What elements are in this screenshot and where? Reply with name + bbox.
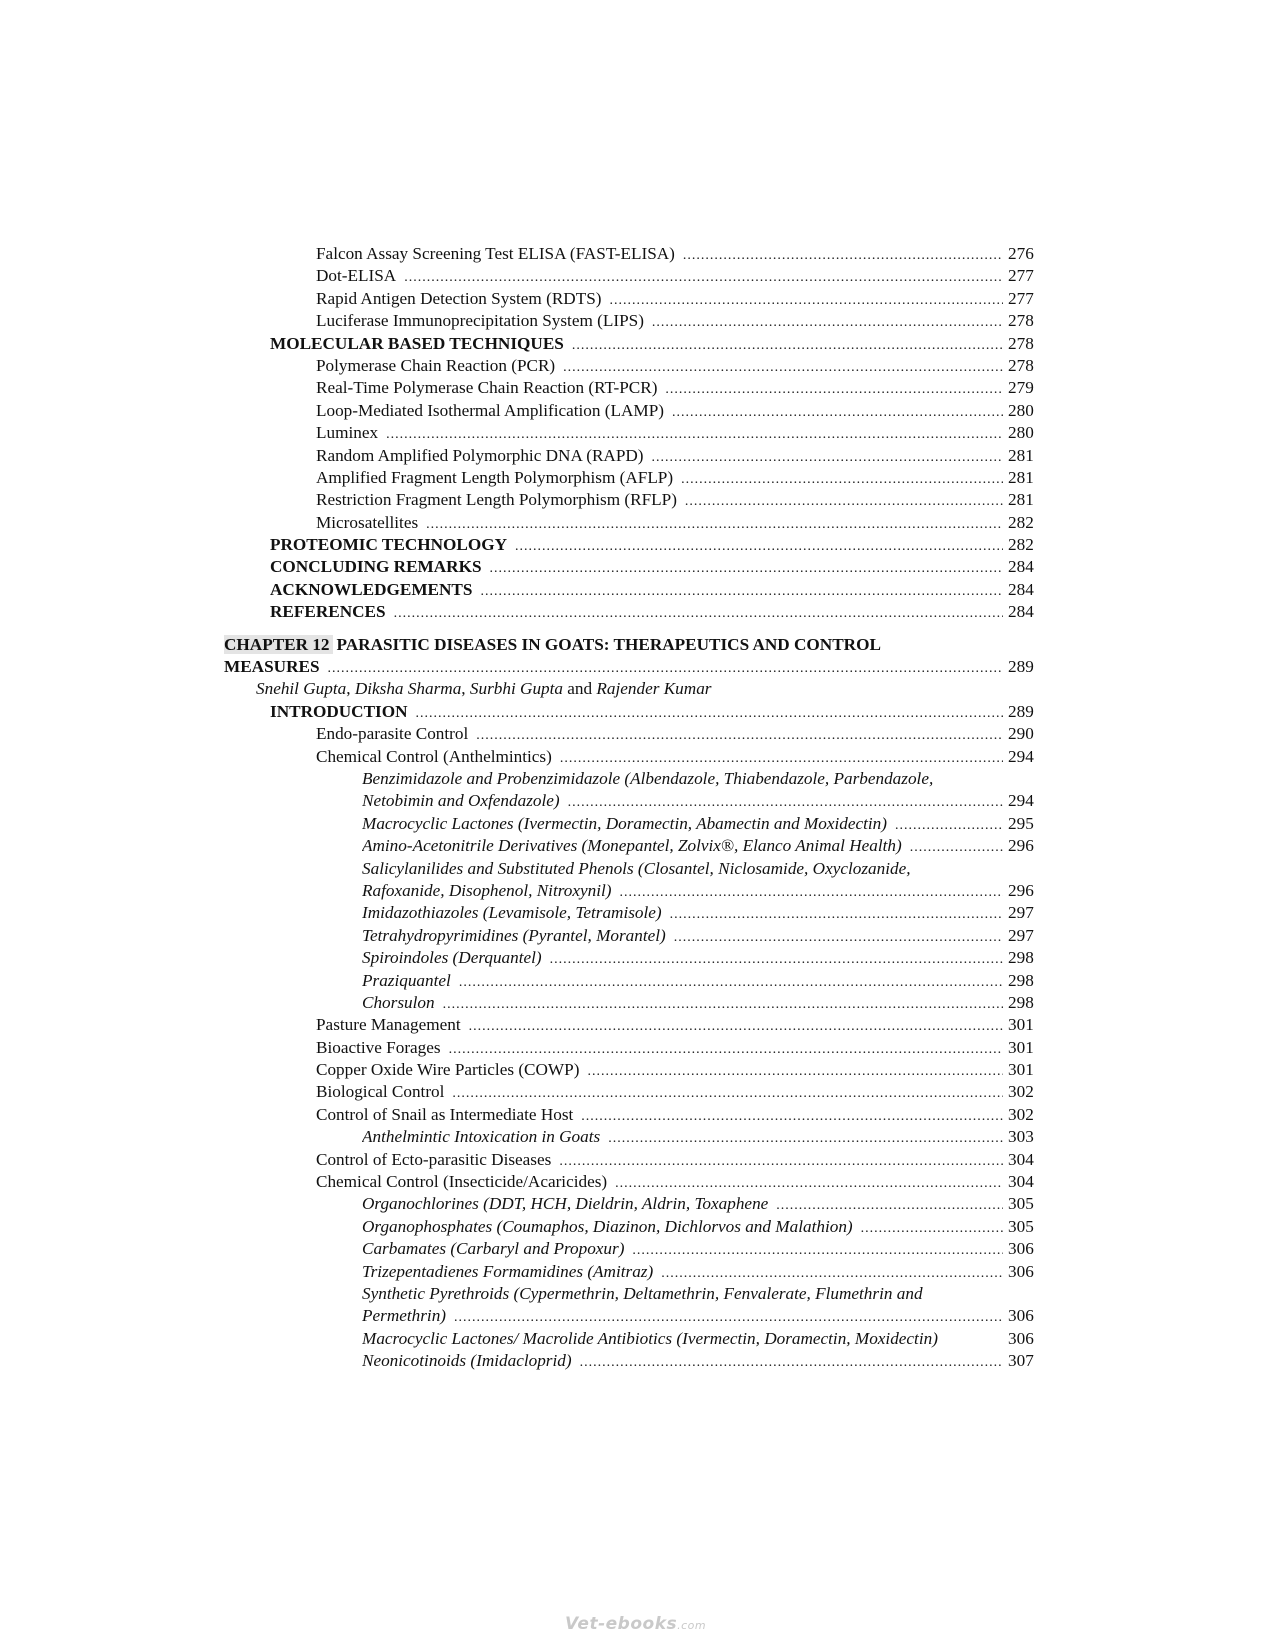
chapter-heading-title: [224, 634, 889, 656]
toc-entry-text: Rafoxanide, Disophenol, Nitroxynil): [362, 880, 612, 900]
toc-entry[interactable]: [0, 746, 1275, 768]
toc-entry-title: [316, 746, 1003, 770]
toc-entry-title: [362, 790, 1003, 814]
toc-entry-title: [362, 1193, 1003, 1217]
dot-leader: [620, 882, 1004, 904]
toc-entry-title: [316, 355, 1003, 379]
toc-entry-text: Tetrahydropyrimidines (Pyrantel, Morantel): [362, 925, 666, 945]
toc-entry-text: Macrocyclic Lactones/ Macrolide Antibiotics (Ivermectin, Doramectin, Moxidectin): [362, 1328, 938, 1348]
dot-leader: [608, 1128, 1003, 1150]
toc-entry-text: Permethrin): [362, 1306, 447, 1326]
toc-entry-title: [316, 445, 1003, 469]
toc-entry-page-number: 281: [1008, 445, 1034, 465]
toc-entry-title: [362, 858, 919, 880]
toc-entry-title: [316, 1037, 1003, 1061]
watermark-text: Vet-ebooks: [565, 1614, 678, 1634]
toc-entry[interactable]: [0, 1059, 1275, 1081]
toc-entry[interactable]: [0, 579, 1275, 601]
toc-entry-text: Chorsulon: [362, 992, 435, 1012]
author-name: Rajender Kumar: [596, 679, 712, 699]
dot-leader: [674, 927, 1003, 949]
dot-leader: [560, 748, 1003, 770]
toc-entry[interactable]: [0, 1126, 1275, 1148]
toc-entry-text: Pasture Management: [316, 1015, 461, 1035]
toc-entry-title: [362, 880, 1003, 904]
dot-leader: [416, 703, 1003, 725]
toc-entry-page-number: 277: [1008, 266, 1034, 286]
toc-entry-page-number: 302: [1008, 1082, 1034, 1102]
toc-entry-title: [316, 310, 1003, 334]
toc-entry[interactable]: [0, 445, 1275, 467]
toc-entry-page-number: 281: [1008, 490, 1034, 510]
toc-entry-text: Organophosphates (Coumaphos, Diazinon, Dichlorvos and Malathion): [362, 1216, 853, 1236]
toc-entry[interactable]: [0, 355, 1275, 377]
toc-entry-page-number: 307: [1008, 1351, 1034, 1371]
toc-entry-page-number: 306: [1008, 1306, 1034, 1326]
toc-entry-text: Endo-parasite Control: [316, 724, 469, 744]
dot-leader: [449, 1039, 1003, 1061]
author-name: Snehil Gupta: [256, 679, 347, 699]
toc-entry-text: Amplified Fragment Length Polymorphism (AFLP): [316, 467, 674, 487]
toc-entry-text: Falcon Assay Screening Test ELISA (FAST-ELISA): [316, 244, 675, 263]
toc-entry-title: [316, 1081, 1003, 1105]
toc-entry-title: [270, 534, 1003, 558]
author-separator: ,: [461, 679, 470, 699]
toc-entry-text: CONCLUDING REMARKS: [270, 557, 482, 577]
toc-entry-page-number: 301: [1008, 1015, 1034, 1035]
toc-entry[interactable]: [0, 265, 1275, 287]
toc-entry[interactable]: [0, 288, 1275, 310]
toc-entry[interactable]: [0, 701, 1275, 723]
chapter-page-number: 289: [1008, 657, 1034, 677]
toc-entry[interactable]: [0, 947, 1275, 969]
toc-entry[interactable]: [0, 243, 1275, 265]
dot-leader: [469, 1016, 1003, 1038]
chapter-heading[interactable]: [0, 634, 1275, 656]
dot-leader: [515, 536, 1003, 558]
toc-entry-text: Chemical Control (Anthelmintics): [316, 746, 552, 766]
toc-entry-text: Benzimidazole and Probenzimidazole (Albendazole, Thiabendazole, Parbendazole,: [362, 768, 934, 788]
toc-entry-text: Microsatellites: [316, 512, 419, 532]
toc-entry-page-number: 279: [1008, 378, 1034, 398]
toc-entry-page-number: 298: [1008, 948, 1034, 968]
toc-entry[interactable]: [0, 970, 1275, 992]
toc-entry[interactable]: [0, 656, 1275, 678]
toc-entry[interactable]: [0, 902, 1275, 924]
toc-entry[interactable]: [0, 925, 1275, 947]
toc-entry-page-number: 282: [1008, 535, 1034, 555]
toc-entry-title: [316, 377, 1003, 401]
toc-entry-page-number: 306: [1008, 1239, 1034, 1259]
toc-entry-text: Salicylanilides and Substituted Phenols (Closantel, Niclosamide, Oxyclozanide,: [362, 858, 911, 878]
toc-entry-text: Polymerase Chain Reaction (PCR): [316, 355, 556, 375]
toc-entry-text: Bioactive Forages: [316, 1037, 441, 1057]
toc-entry-page-number: 296: [1008, 836, 1034, 856]
author-name: Surbhi Gupta: [469, 679, 563, 699]
toc-entry-text: Dot-ELISA: [316, 266, 397, 286]
toc-entry-title: [362, 1238, 1003, 1262]
dot-leader: [895, 815, 1003, 837]
toc-entry[interactable]: [0, 400, 1275, 422]
dot-leader: [652, 447, 1003, 469]
toc-entry[interactable]: [0, 1171, 1275, 1193]
toc-entry-text: Luminex: [316, 423, 379, 443]
toc-entry[interactable]: [0, 880, 1275, 902]
toc-entry-page-number: 277: [1008, 288, 1034, 308]
toc-entry-title: [224, 656, 1003, 680]
toc-entry-text: ACKNOWLEDGEMENTS: [270, 579, 473, 599]
toc-entry-page-number: 280: [1008, 423, 1034, 443]
toc-entry-text: Anthelmintic Intoxication in Goats: [362, 1127, 601, 1147]
dot-leader: [328, 658, 1003, 680]
toc-entry[interactable]: [0, 377, 1275, 399]
toc-entry-title: [270, 601, 1003, 625]
toc-entry-page-number: 296: [1008, 880, 1034, 900]
toc-entry[interactable]: [0, 512, 1275, 534]
author-name: Diksha Sharma: [354, 679, 462, 699]
toc-entry-title: [362, 768, 941, 790]
dot-leader: [587, 1061, 1003, 1083]
toc-entry-page-number: 305: [1008, 1216, 1034, 1236]
toc-entry-text: Control of Ecto-parasitic Diseases: [316, 1149, 552, 1169]
dot-leader: [652, 312, 1003, 334]
toc-entry[interactable]: [0, 1350, 1275, 1372]
toc-entry-title: [316, 422, 1003, 446]
dot-leader: [661, 1263, 1003, 1285]
toc-entry-text: Chemical Control (Insecticide/Acaricides): [316, 1172, 608, 1192]
toc-entry[interactable]: [0, 1305, 1275, 1327]
toc-entry-page-number: 284: [1008, 557, 1034, 577]
toc-entry-page-number: 290: [1008, 724, 1034, 744]
toc-entry-text: Amino-Acetonitrile Derivatives (Monepantel, Zolvix®, Elanco Animal Health): [362, 836, 902, 856]
toc-entry-page-number: 289: [1008, 701, 1034, 721]
toc-entry[interactable]: [0, 333, 1275, 355]
dot-leader: [632, 1240, 1003, 1262]
toc-entry-title: [362, 1328, 946, 1350]
toc-entry-title: [316, 512, 1003, 536]
dot-leader: [776, 1195, 1003, 1217]
dot-leader: [672, 402, 1003, 424]
dot-leader: [910, 837, 1003, 859]
dot-leader: [394, 603, 1003, 625]
author-separator: ,: [346, 679, 355, 699]
toc-entry-title: [362, 1350, 1003, 1374]
dot-leader: [563, 357, 1003, 379]
toc-entry-text: Synthetic Pyrethroids (Cypermethrin, Deltamethrin, Fenvalerate, Flumethrin and: [362, 1283, 923, 1303]
toc-entry-title: [316, 265, 1003, 289]
toc-entry-page-number: 280: [1008, 400, 1034, 420]
toc-entry[interactable]: [0, 723, 1275, 745]
toc-entry-text: Control of Snail as Intermediate Host: [316, 1104, 574, 1124]
toc-entry-text: INTRODUCTION: [270, 701, 408, 721]
toc-entry-page-number: 303: [1008, 1127, 1034, 1147]
toc-entry-page-number: 294: [1008, 791, 1034, 811]
dot-leader: [683, 245, 1003, 267]
toc-entry[interactable]: [0, 813, 1275, 835]
dot-leader: [609, 290, 1003, 312]
dot-leader: [681, 469, 1003, 491]
dot-leader: [685, 491, 1003, 513]
toc-entry-title: [362, 902, 1003, 926]
chapter-title-line1: PARASITIC DISEASES IN GOATS: THERAPEUTICS AND CONTROL: [336, 634, 881, 654]
toc-entry[interactable]: [0, 992, 1275, 1014]
dot-leader: [490, 558, 1003, 580]
toc-entry-page-number: 305: [1008, 1194, 1034, 1214]
toc-entry-text: Copper Oxide Wire Particles (COWP): [316, 1060, 580, 1080]
toc-entry-title: [362, 925, 1003, 949]
toc-entry-title: [316, 1059, 1003, 1083]
toc-entry-title: [362, 1216, 1003, 1240]
toc-entry-text: Netobimin and Oxfendazole): [362, 791, 560, 811]
toc-entry-page-number: 278: [1008, 355, 1034, 375]
dot-leader: [572, 335, 1003, 357]
toc-entry[interactable]: [0, 556, 1275, 578]
toc-entry-text: Real-Time Polymerase Chain Reaction (RT-PCR): [316, 378, 658, 398]
toc-entry[interactable]: [0, 1238, 1275, 1260]
toc-entry-text: Trizepentadienes Formamidines (Amitraz): [362, 1261, 654, 1281]
toc-entry-page-number: 301: [1008, 1037, 1034, 1057]
toc-entry-text: PROTEOMIC TECHNOLOGY: [270, 535, 507, 555]
dot-leader: [580, 1352, 1003, 1374]
toc-entry-title: [316, 400, 1003, 424]
toc-entry-title: [362, 992, 1003, 1016]
toc-entry-title: [270, 579, 1003, 603]
toc-entry-page-number: 284: [1008, 602, 1034, 622]
toc-entry[interactable]: [0, 1216, 1275, 1238]
toc-entry-page-number: 304: [1008, 1149, 1034, 1169]
toc-entry-page-number: 298: [1008, 992, 1034, 1012]
dot-leader: [581, 1106, 1003, 1128]
toc-entry-title: [316, 723, 1003, 747]
toc-entry[interactable]: [0, 422, 1275, 444]
toc-entry-page-number: 295: [1008, 813, 1034, 833]
toc-entry-page-number: 306: [1008, 1261, 1034, 1281]
toc-entry-title: [316, 1171, 1003, 1195]
toc-entry[interactable]: [0, 1081, 1275, 1103]
toc-entry-title: [316, 288, 1003, 312]
dot-leader: [454, 1307, 1003, 1329]
toc-entry[interactable]: [0, 1261, 1275, 1283]
toc-entry[interactable]: [0, 1014, 1275, 1036]
toc-entry-page-number: 282: [1008, 512, 1034, 532]
toc-entry-page-number: 294: [1008, 746, 1034, 766]
toc-entry-page-number: 306: [1008, 1328, 1034, 1348]
dot-leader: [665, 379, 1003, 401]
toc-entry-page-number: 297: [1008, 903, 1034, 923]
toc-entry[interactable]: [0, 1037, 1275, 1059]
toc-entry[interactable]: [0, 467, 1275, 489]
toc-entry-title: [362, 970, 1003, 994]
toc-entry-text: Spiroindoles (Derquantel): [362, 948, 542, 968]
toc-entry-page-number: 281: [1008, 467, 1034, 487]
toc-entry-page-number: 298: [1008, 970, 1034, 990]
dot-leader: [568, 792, 1003, 814]
toc-entry-title: [362, 1283, 931, 1305]
toc-entry[interactable]: [0, 310, 1275, 332]
toc-entry[interactable]: [0, 534, 1275, 556]
chapter-title-line2: MEASURES: [224, 657, 320, 677]
toc-entry-title: [362, 813, 1003, 837]
toc-entry[interactable]: [0, 1283, 1275, 1305]
toc-entry-page-number: 301: [1008, 1060, 1034, 1080]
chapter-authors: [0, 678, 1275, 700]
toc-entry-title: [316, 489, 1003, 513]
toc-entry-page-number: 297: [1008, 925, 1034, 945]
toc-entry[interactable]: [0, 835, 1275, 857]
table-of-contents: [0, 243, 1275, 1373]
toc-entry[interactable]: [0, 601, 1275, 623]
toc-entry-title: [316, 1104, 1003, 1128]
dot-leader: [476, 725, 1003, 747]
authors-text: [256, 678, 719, 700]
dot-leader: [426, 514, 1003, 536]
dot-leader: [386, 424, 1003, 446]
toc-entry-page-number: 278: [1008, 311, 1034, 331]
toc-entry-title: [270, 556, 1003, 580]
toc-entry-title: [362, 1126, 1003, 1150]
dot-leader: [615, 1173, 1003, 1195]
toc-entry[interactable]: [0, 1104, 1275, 1126]
dot-leader: [480, 581, 1003, 603]
toc-entry-title: [316, 243, 1003, 267]
watermark-suffix: .com: [677, 1619, 707, 1632]
toc-entry-page-number: 278: [1008, 333, 1034, 353]
toc-entry-text: Restriction Fragment Length Polymorphism (RFLP): [316, 490, 677, 510]
authors-line: [256, 678, 719, 700]
dot-leader: [559, 1151, 1003, 1173]
toc-entry-text: Loop-Mediated Isothermal Amplification (LAMP): [316, 400, 664, 420]
toc-entry-text: Luciferase Immunoprecipitation System (LIPS): [316, 311, 644, 331]
dot-leader: [550, 949, 1003, 971]
toc-entry-text: Biological Control: [316, 1082, 445, 1102]
toc-entry-title: [316, 1149, 1003, 1173]
toc-entry[interactable]: [0, 1193, 1275, 1215]
dot-leader: [452, 1083, 1003, 1105]
toc-entry-page-number: 302: [1008, 1104, 1034, 1124]
toc-entry[interactable]: [0, 790, 1275, 812]
toc-entry[interactable]: [0, 768, 1275, 790]
watermark-logo: [565, 1614, 715, 1644]
toc-entry-title: [362, 1261, 1003, 1285]
chapter-heading-text: [224, 634, 889, 656]
toc-entry-title: [362, 835, 1003, 859]
dot-leader: [459, 972, 1003, 994]
dot-leader: [861, 1218, 1003, 1240]
toc-entry-title: [362, 947, 1003, 971]
toc-entry-text: Macrocyclic Lactones (Ivermectin, Doramectin, Abamectin and Moxidectin): [362, 813, 887, 833]
toc-entry-text: Praziquantel: [362, 970, 451, 990]
toc-entry-text: Neonicotinoids (Imidacloprid): [362, 1351, 572, 1371]
toc-entry-title: [270, 333, 1003, 357]
toc-entry-text: REFERENCES: [270, 602, 386, 622]
toc-entry-title: [362, 1305, 1003, 1329]
toc-entry-page-number: 284: [1008, 579, 1034, 599]
chapter-label: CHAPTER 12: [224, 635, 333, 654]
toc-entry-text: Random Amplified Polymorphic DNA (RAPD): [316, 445, 644, 465]
toc-entry[interactable]: [0, 858, 1275, 880]
toc-entry-title: [316, 467, 1003, 491]
toc-entry-text: Imidazothiazoles (Levamisole, Tetramisole): [362, 903, 662, 923]
dot-leader: [404, 267, 1003, 289]
toc-entry[interactable]: [0, 1328, 1275, 1350]
toc-entry-text: Organochlorines (DDT, HCH, Dieldrin, Aldrin, Toxaphene: [362, 1194, 769, 1214]
toc-entry-page-number: 276: [1008, 244, 1034, 263]
toc-entry-title: [270, 701, 1003, 725]
dot-leader: [443, 994, 1003, 1016]
author-separator: and: [563, 679, 597, 699]
toc-entry-text: Carbamates (Carbaryl and Propoxur): [362, 1239, 625, 1259]
toc-entry[interactable]: [0, 489, 1275, 511]
dot-leader: [670, 904, 1003, 926]
toc-entry-text: MOLECULAR BASED TECHNIQUES: [270, 333, 564, 353]
toc-entry[interactable]: [0, 1149, 1275, 1171]
toc-entry-page-number: 304: [1008, 1172, 1034, 1192]
toc-entry-text: Rapid Antigen Detection System (RDTS): [316, 288, 602, 308]
toc-entry-title: [316, 1014, 1003, 1038]
